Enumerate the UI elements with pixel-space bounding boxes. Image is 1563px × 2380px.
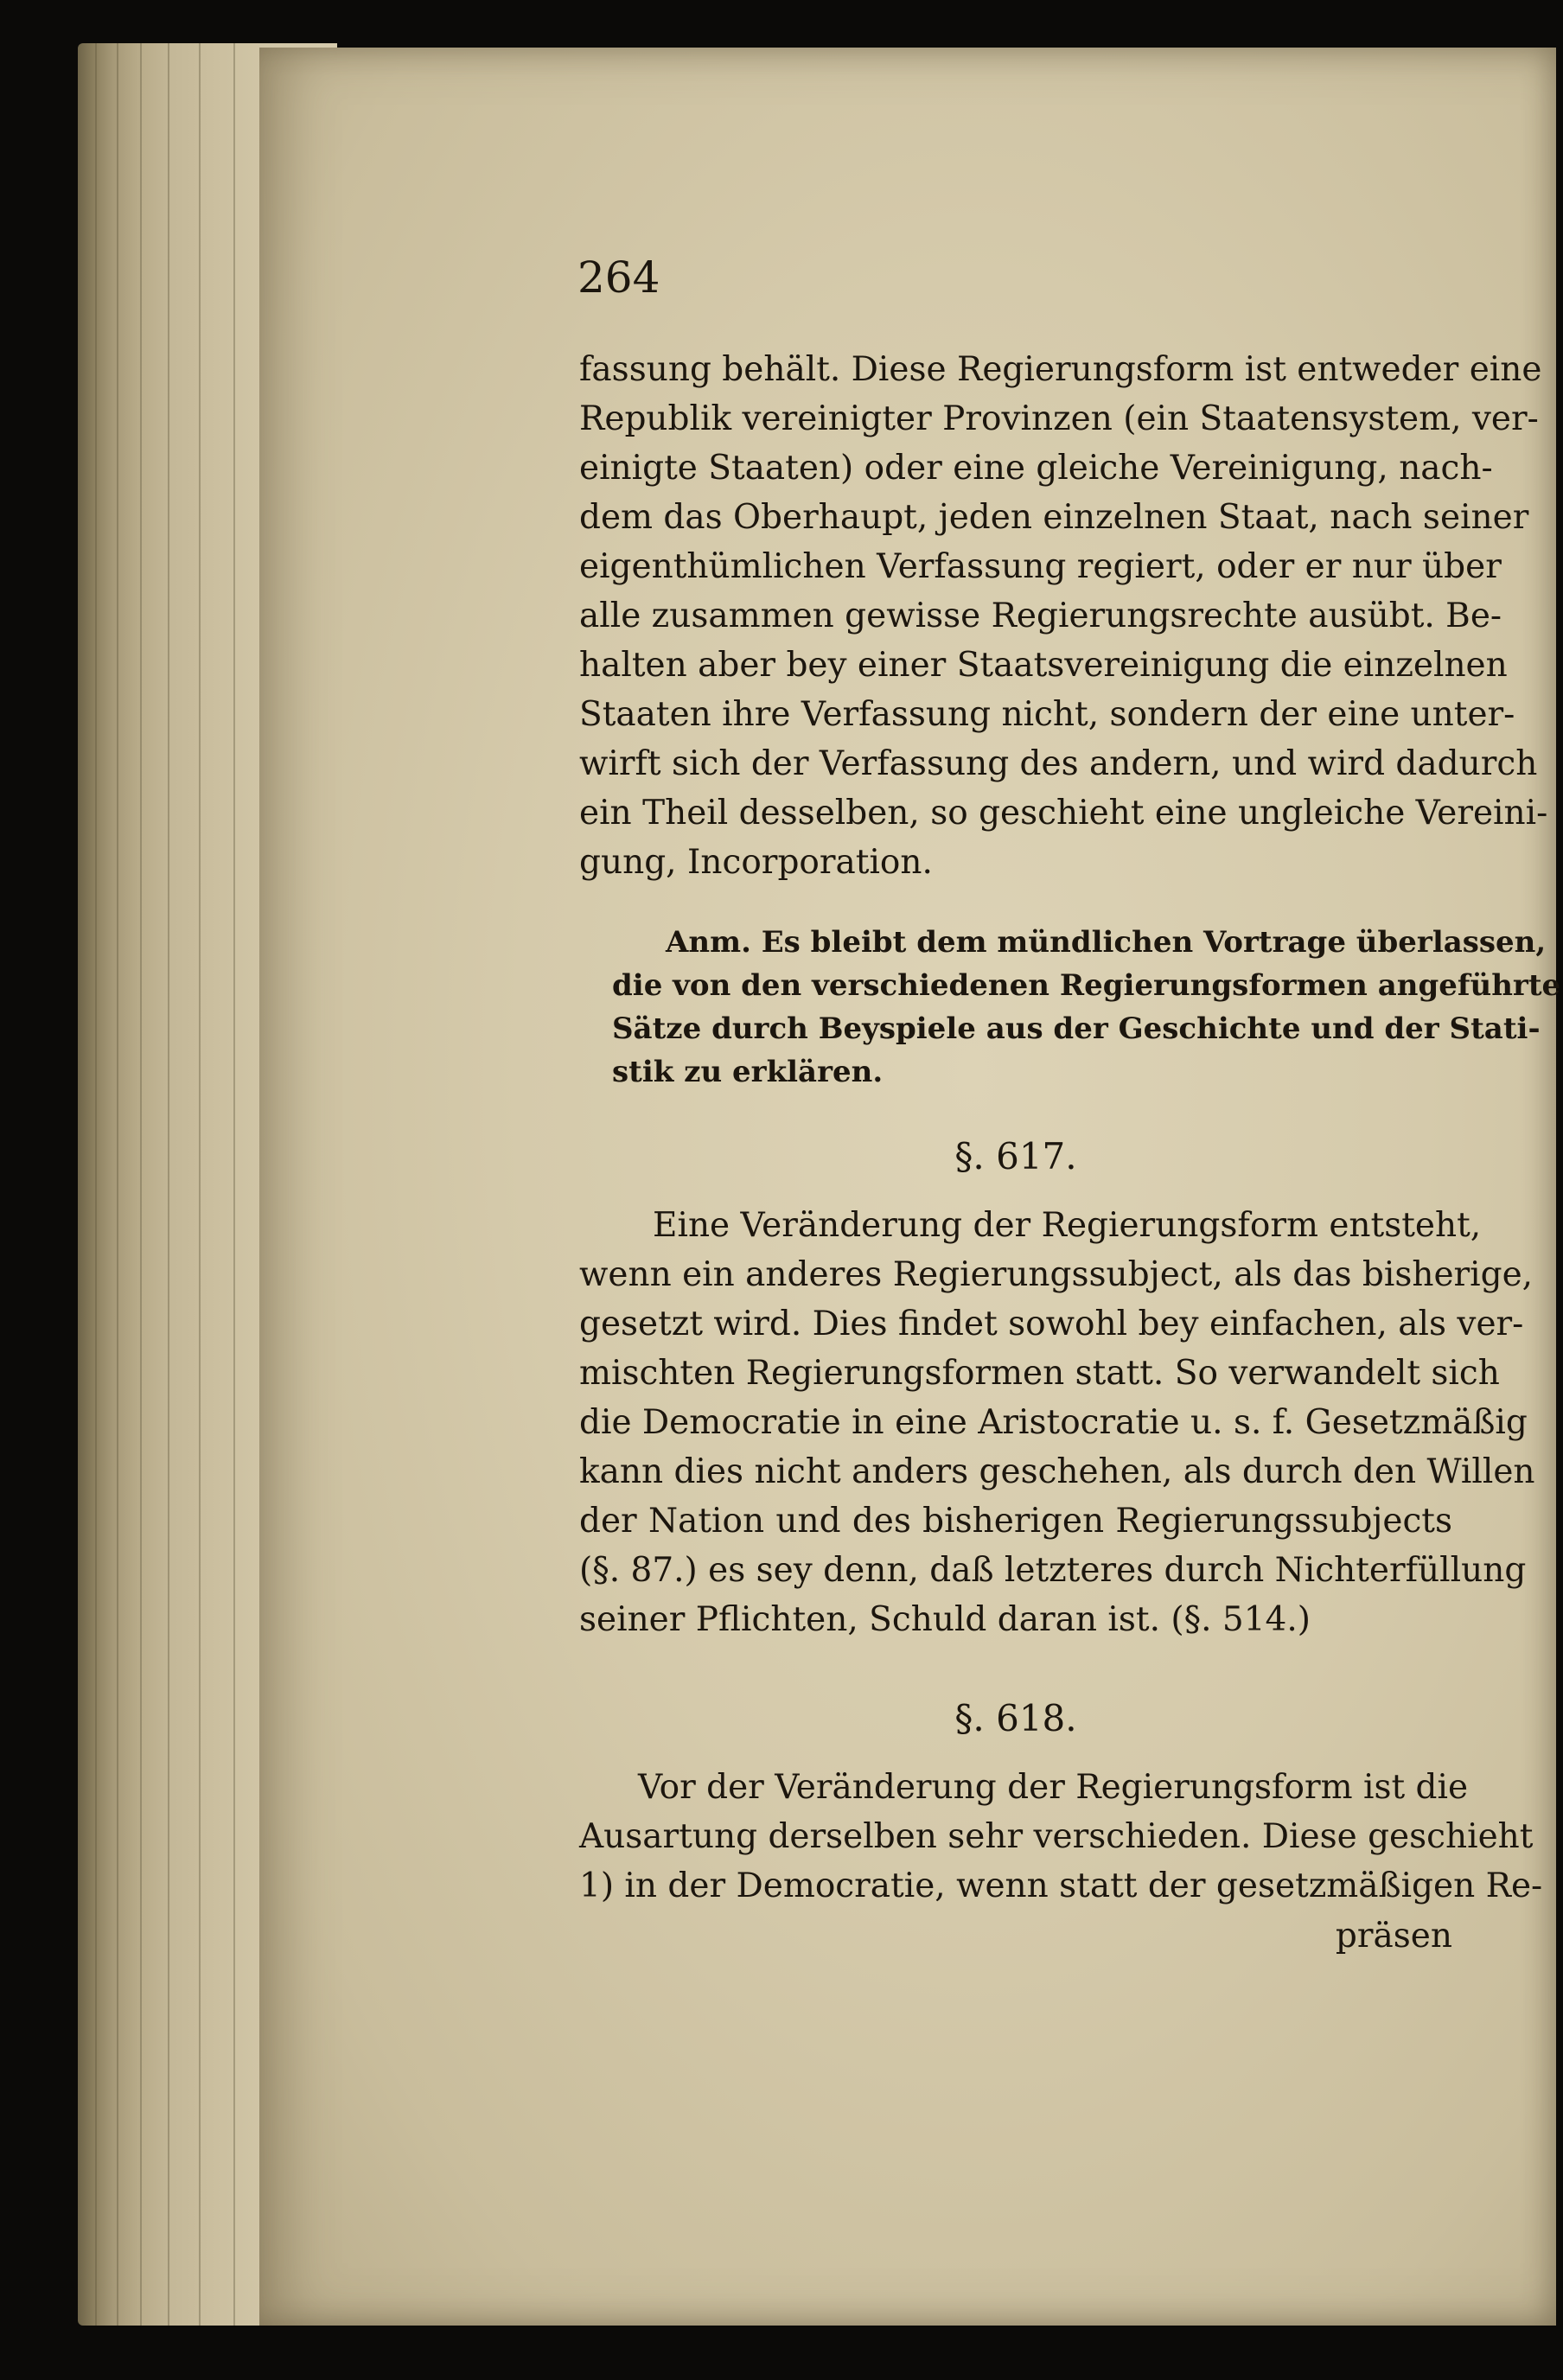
- note-line: stik zu erklären.: [612, 1055, 884, 1089]
- text-line: wenn ein anderes Regierungssubject, als das bisherige,: [579, 1255, 1534, 1294]
- page-edge-line: [95, 43, 97, 2326]
- text-line: alle zusammen gewisse Regierungsrechte ausübt. Be-: [579, 597, 1502, 635]
- text-line: 1) in der Democratie, wenn statt der gesetzmäßigen Re-: [579, 1866, 1543, 1905]
- text-line: kann dies nicht anders geschehen, als durch den Willen: [579, 1452, 1535, 1491]
- note-line: Sätze durch Beyspiele aus der Geschichte und der Stati-: [612, 1011, 1541, 1046]
- text-line: ein Theil desselben, so geschieht eine ungleiche Vereini-: [579, 794, 1548, 833]
- page-edge-line: [199, 43, 201, 2326]
- text-line: dem das Oberhaupt, jeden einzelnen Staat, nach seiner: [579, 498, 1529, 537]
- text-line: einigte Staaten) oder eine gleiche Vereinigung, nach-: [579, 449, 1493, 488]
- text-line: Ausartung derselben sehr verschieden. Diese geschieht: [579, 1817, 1534, 1856]
- note-line: Anm. Es bleibt dem mündlichen Vortrage überlassen,: [666, 925, 1547, 960]
- text-line: eigenthümlichen Verfassung regiert, oder er nur über: [579, 547, 1502, 586]
- page-edge-line: [233, 43, 235, 2326]
- note-line: die von den verschiedenen Regierungsformen angeführte: [612, 968, 1561, 1003]
- text-line: halten aber bey einer Staatsvereinigung die einzelnen: [579, 646, 1508, 685]
- text-line: die Democratie in eine Aristocratie u. s. f. Gesetzmäßig: [579, 1403, 1528, 1442]
- text-line: (§. 87.) es sey denn, daß letzteres durch Nichterfüllung: [579, 1551, 1527, 1590]
- text-line: der Nation und des bisherigen Regierungssubjects: [579, 1502, 1452, 1541]
- catchword: präsen: [1335, 1917, 1452, 1956]
- page-edge-line: [168, 43, 169, 2326]
- text-line: wirft sich der Verfassung des andern, und wird dadurch: [579, 744, 1538, 783]
- text-line: gung, Incorporation.: [579, 843, 933, 882]
- text-line: Staaten ihre Verfassung nicht, sondern der eine unter-: [579, 695, 1515, 734]
- page-edge-line: [140, 43, 142, 2326]
- section-heading: §. 618.: [954, 1697, 1077, 1739]
- section-heading: §. 617.: [954, 1135, 1077, 1177]
- text-line: mischten Regierungsformen statt. So verwandelt sich: [579, 1354, 1500, 1393]
- text-line: gesetzt wird. Dies findet sowohl bey einfachen, als ver-: [579, 1305, 1524, 1343]
- text-line: Vor der Veränderung der Regierungsform ist die: [638, 1768, 1469, 1807]
- page-number: 264: [577, 252, 660, 303]
- text-line: fassung behält. Diese Regierungsform ist entweder eine: [579, 350, 1542, 389]
- text-line: seiner Pflichten, Schuld daran ist. (§. 514.): [579, 1600, 1311, 1639]
- page-edge-line: [117, 43, 118, 2326]
- text-line: Eine Veränderung der Regierungsform entsteht,: [653, 1206, 1482, 1245]
- text-line: Republik vereinigter Provinzen (ein Staatensystem, ver-: [579, 399, 1539, 438]
